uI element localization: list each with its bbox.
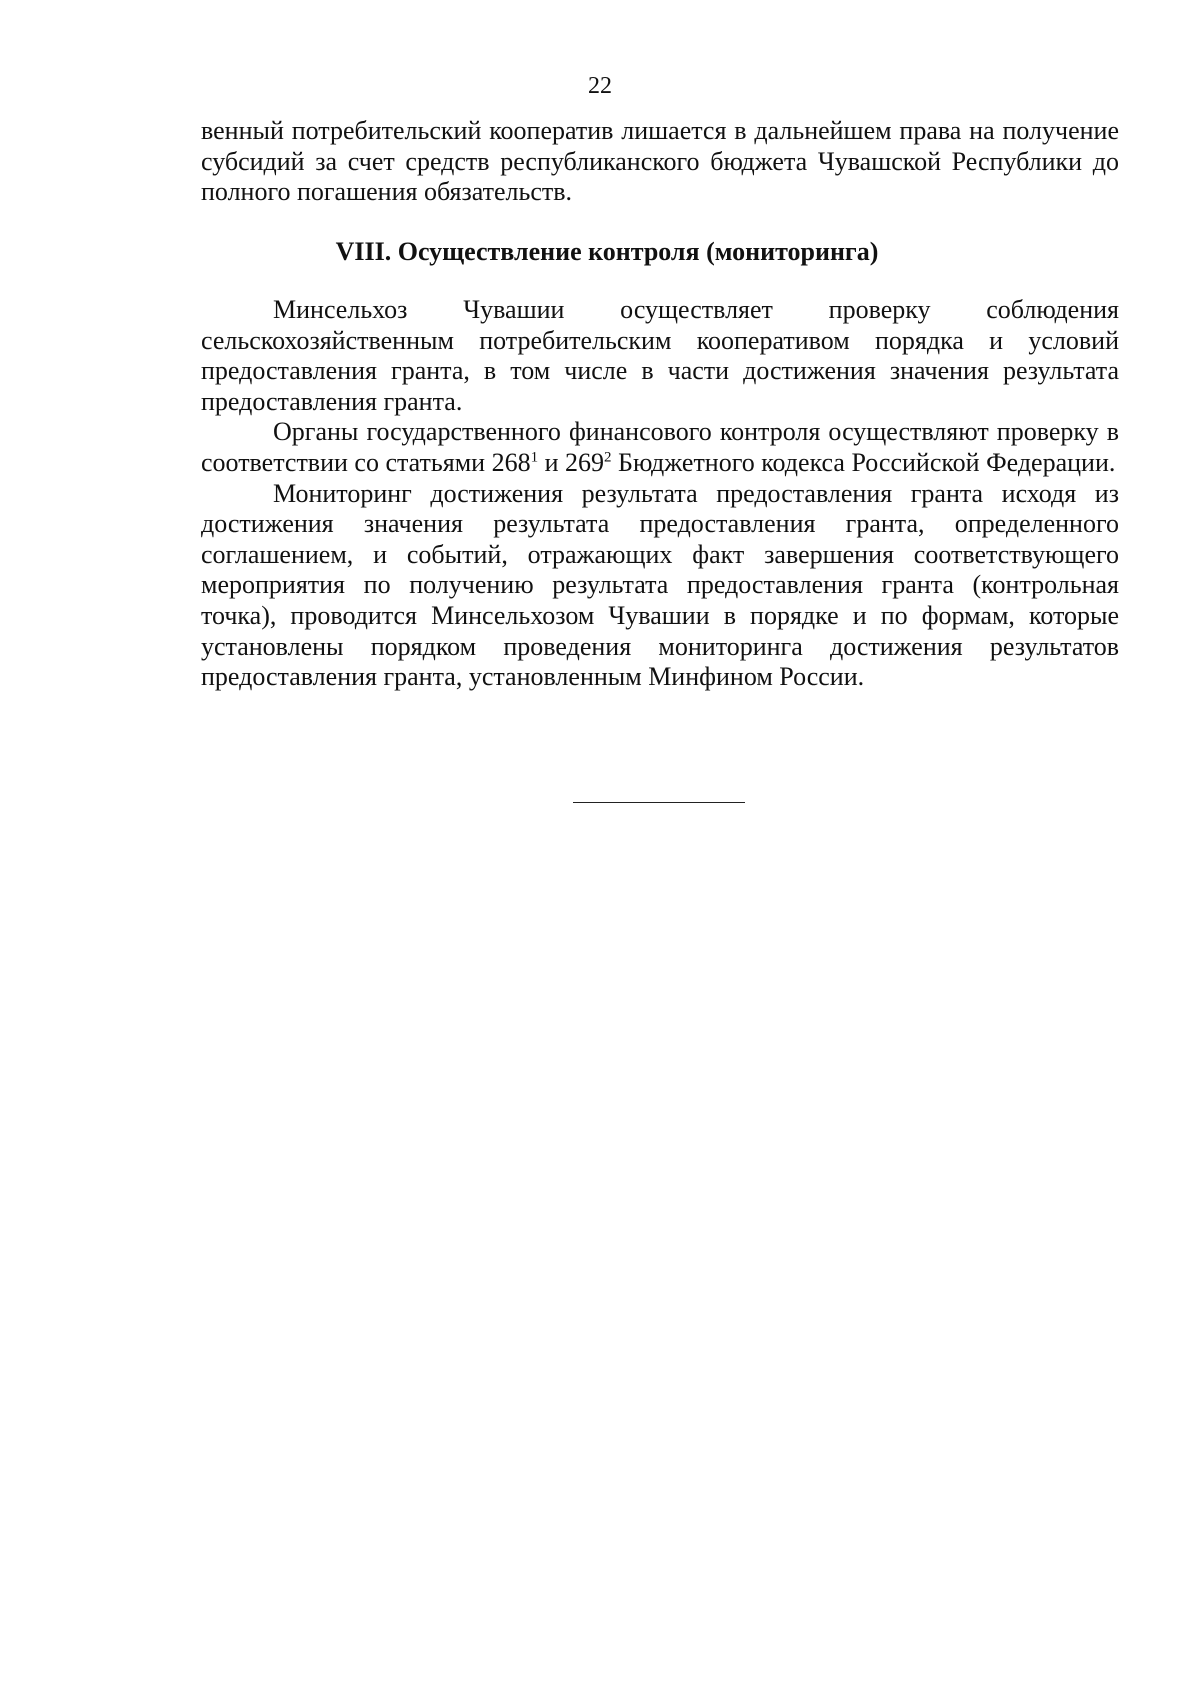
section-title: VIII. Осуществление контроля (мониторинга) [335,237,879,266]
end-rule-divider [573,802,745,803]
paragraph-financial-control-text-1: Органы государственного финансового контроля осуществляют проверку в соответствии со статьями 268 [201,417,1119,477]
section-body [201,295,1119,693]
paragraph-financial-control [201,417,1119,478]
lead-block [201,116,1119,208]
superscript-2: 2 [604,449,612,466]
paragraph-inspection: Минсельхоз Чувашии осуществляет проверку соблюдения сельскохозяйственным потребительским кооперативом порядка и условий предоставления гранта, в том числе в части достижения значения результата предоставления гранта. [201,295,1119,416]
superscript-1: 1 [530,449,539,466]
paragraph-financial-control-text-2: и 269 [538,447,605,477]
paragraph-monitoring: Мониторинг достижения результата предоставления гранта исходя из достижения значения результата предоставления гранта, определенного соглашением, и событий, отражающих факт завершения соответствующего мероприятия по получению результата предоставления гранта (контрольная точка), проводится Минсельхозом Чувашии в порядке и по формам, которые установлены порядком проведения мониторинга достижения результатов предоставления гранта, установленным Минфином России. [201,478,1119,692]
paragraph-financial-control-text-3: Бюджетного кодекса Российской Федерации. [611,447,1116,477]
page-number: 22 [588,73,612,99]
lead-paragraph: венный потребительский кооператив лишается в дальнейшем права на получение субсидий за счет средств республиканского бюджета Чувашской Республики до полного погашения обязательств. [201,116,1119,207]
